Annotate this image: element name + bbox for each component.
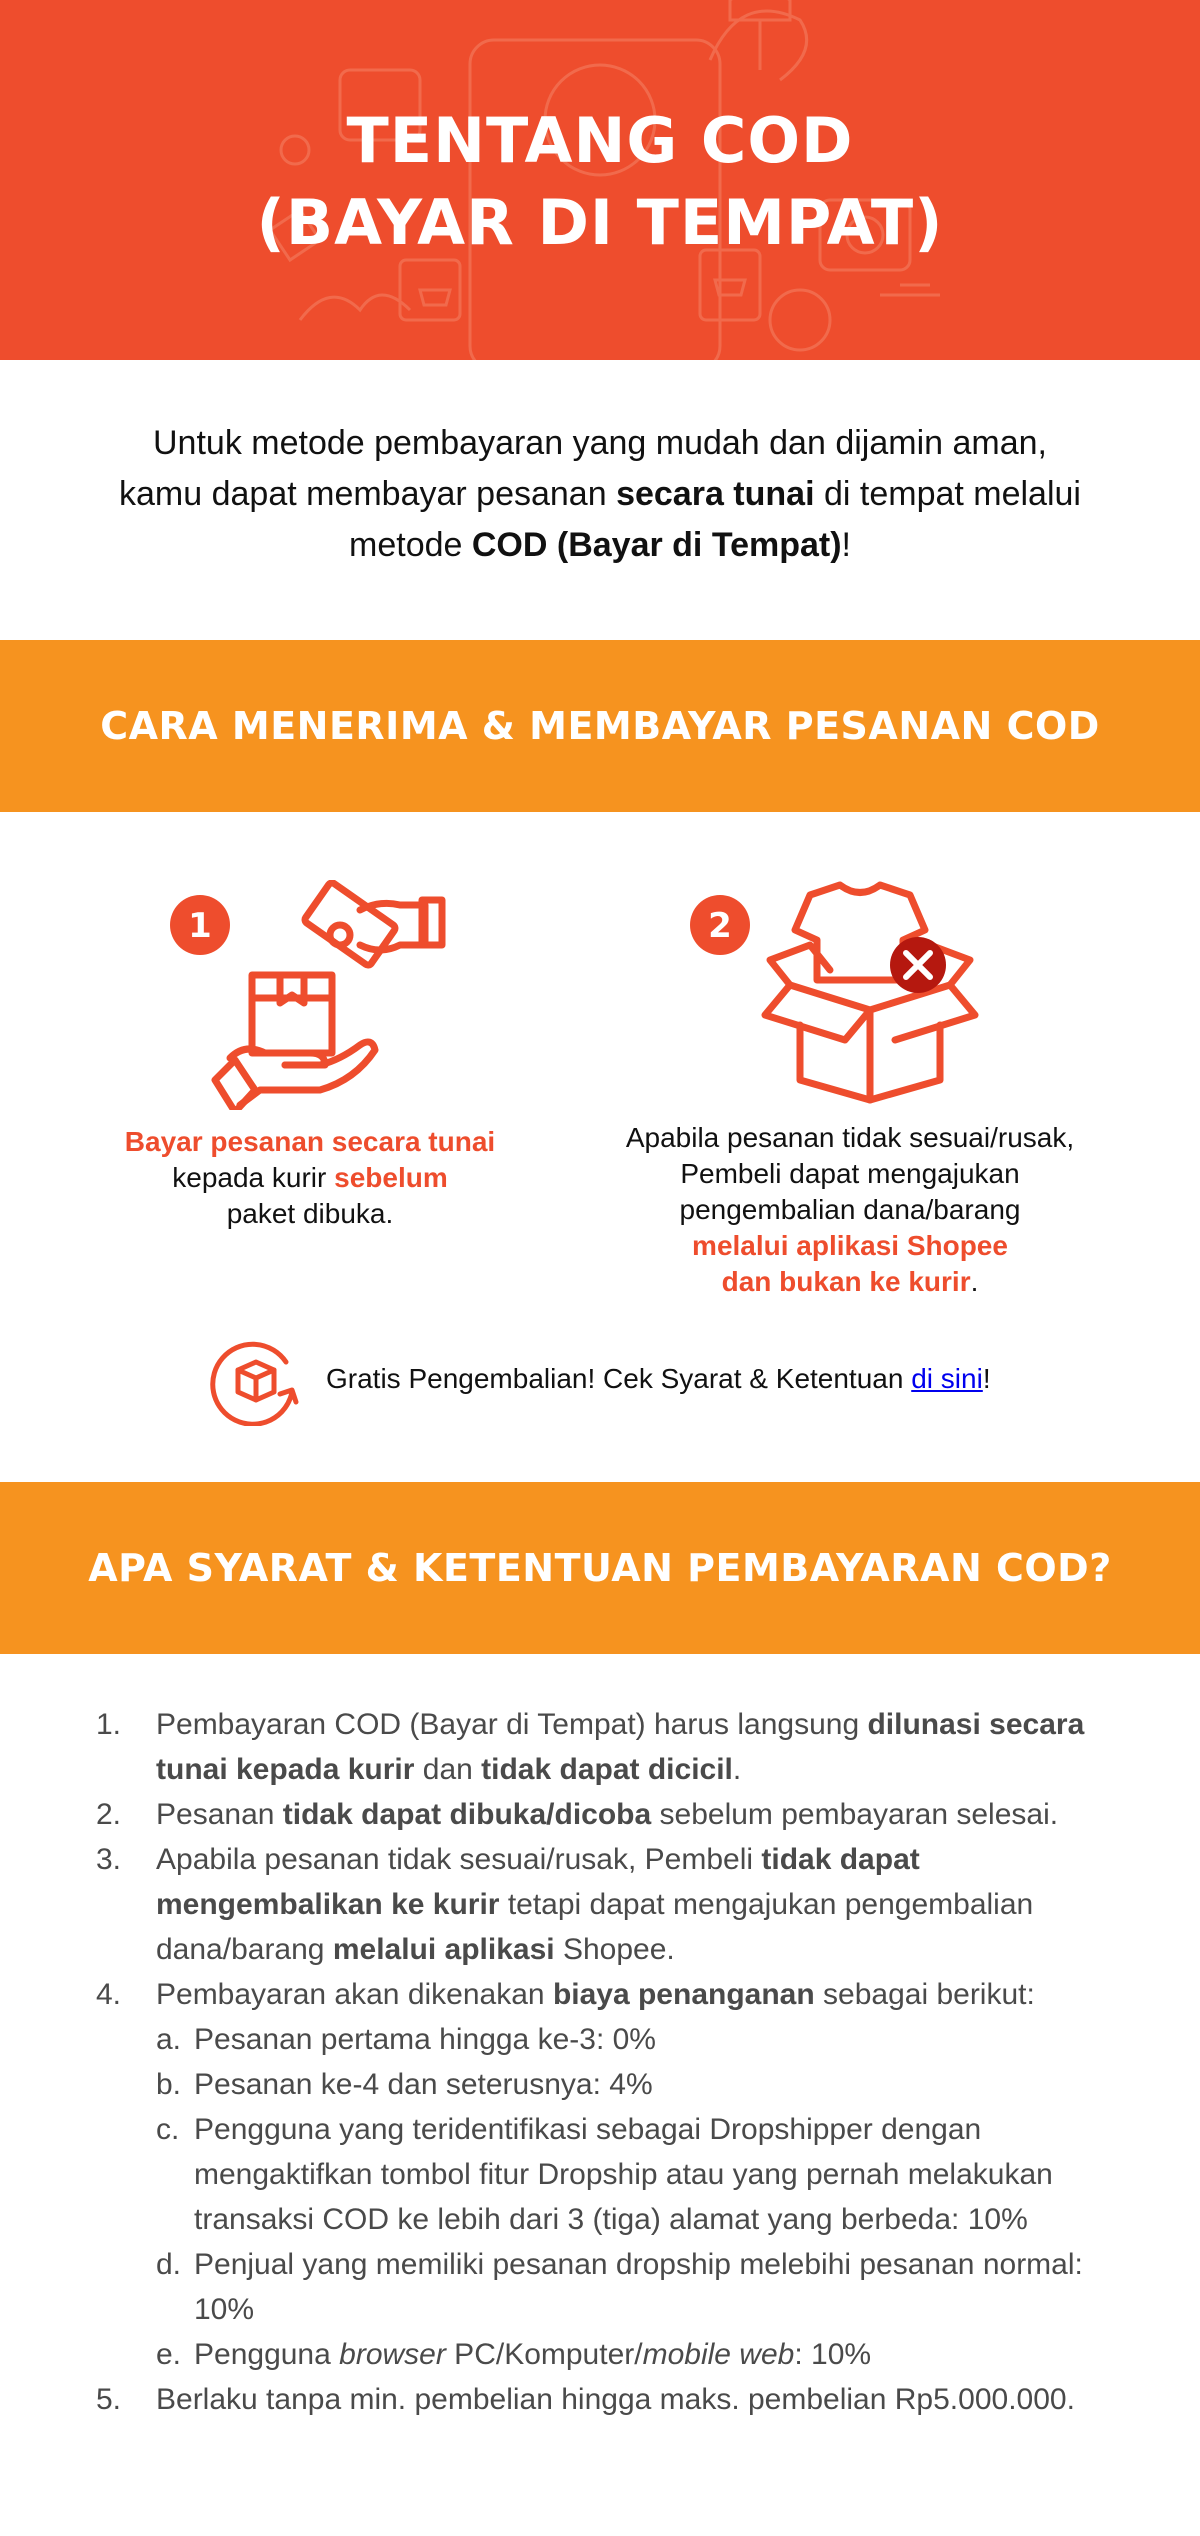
- step1-line1: Bayar pesanan secara tunai: [124, 1126, 496, 1157]
- term-text: : 10%: [794, 2338, 872, 2371]
- intro-paragraph: [80, 418, 1120, 571]
- list-number: 5.: [96, 2383, 122, 2416]
- list-item-text: [156, 1792, 1136, 1837]
- term-text: .: [732, 1753, 742, 1786]
- term-bold: biaya penanganan: [552, 1978, 815, 2011]
- terms-list: [96, 1702, 1136, 2422]
- step2-line1: Apabila pesanan tidak sesuai/rusak,: [625, 1122, 1075, 1153]
- term-bold: dilunasi secara tunai kepada kurir: [156, 1708, 1085, 1786]
- free-return-label: Gratis Pengembalian! Cek Syarat & Ketentuan: [326, 1363, 912, 1394]
- term-bold: tidak dapat mengembalikan ke kurir: [156, 1843, 920, 1921]
- list-item: [96, 1972, 1136, 2377]
- list-number: 1.: [96, 1708, 122, 1741]
- step2-number: 2: [708, 906, 732, 946]
- term-text: Pembayaran akan dikenakan: [156, 1978, 553, 2011]
- step1-description: [100, 1124, 520, 1232]
- sub-list-text: Pesanan pertama hingga ke-3: 0%: [194, 2023, 656, 2056]
- section-heading-how-to-pay: CARA MENERIMA & MEMBAYAR PESANAN COD: [0, 640, 1200, 812]
- sub-list-item: [156, 2062, 1136, 2107]
- hero-banner: [0, 0, 1200, 360]
- list-number: 2.: [96, 1798, 122, 1831]
- term-text: dan: [414, 1753, 482, 1786]
- intro-line1: Untuk metode pembayaran yang mudah dan dijamin aman,: [153, 424, 1047, 462]
- step2-line3: pengembalian dana/barang: [679, 1194, 1021, 1225]
- term-text: PC/Komputer/: [445, 2338, 643, 2371]
- step1-line2: [100, 1160, 520, 1196]
- intro-text: kamu dapat membayar pesanan: [119, 475, 617, 513]
- sub-list-letter: d.: [156, 2248, 182, 2281]
- term-text: tetapi dapat mengajukan pengembalian dana/barang: [156, 1888, 1034, 1966]
- list-number: 3.: [96, 1843, 122, 1876]
- list-item: [96, 1792, 1136, 1837]
- step1-number: 1: [188, 906, 212, 946]
- intro-text: di tempat melalui: [814, 475, 1081, 513]
- step2-description: [600, 1120, 1100, 1300]
- intro-line2: [80, 469, 1120, 520]
- sub-list-item: [156, 2332, 1136, 2377]
- list-item-text: [156, 1837, 1136, 1972]
- free-return-text: [326, 1363, 991, 1395]
- terms-link[interactable]: di sini: [911, 1363, 983, 1394]
- step2-highlight: dan bukan ke kurir: [721, 1266, 971, 1297]
- sub-list-letter: a.: [156, 2023, 182, 2056]
- step2-line4: melalui aplikasi Shopee: [692, 1230, 1008, 1261]
- list-item: [96, 2377, 1136, 2422]
- free-return-notice: [208, 1332, 991, 1426]
- intro-bold: COD (Bayar di Tempat): [471, 526, 842, 564]
- list-item: [96, 1837, 1136, 1972]
- return-box-icon: [208, 1332, 304, 1426]
- term-text: sebelum pembayaran selesai.: [651, 1798, 1059, 1831]
- term-text: Pembayaran COD (Bayar di Tempat) harus langsung: [156, 1708, 868, 1741]
- step2-line5: [600, 1264, 1100, 1300]
- list-item-text: [156, 1972, 1136, 2377]
- sub-list-item: [156, 2017, 1136, 2062]
- list-item: [96, 1702, 1136, 1792]
- step1-line3: paket dibuka.: [226, 1198, 394, 1229]
- term-bold: tidak dapat dicicil: [481, 1753, 733, 1786]
- step1-text: kepada kurir: [172, 1162, 335, 1193]
- step2-line2: Pembeli dapat mengajukan: [680, 1158, 1020, 1189]
- sub-list-letter: b.: [156, 2068, 182, 2101]
- term-bold: melalui aplikasi: [332, 1933, 555, 1966]
- term-italic: mobile web: [642, 2338, 795, 2371]
- step1-highlight: sebelum: [334, 1162, 448, 1193]
- sub-list-text: [194, 2332, 871, 2377]
- list-number: 4.: [96, 1978, 122, 2011]
- term-text: sebagai berikut:: [814, 1978, 1035, 2011]
- intro-text: !: [841, 526, 851, 564]
- term-text: Shopee.: [554, 1933, 675, 1966]
- sub-list-item: [156, 2242, 1136, 2332]
- hand-money-package-icon: [160, 880, 460, 1110]
- term-text: Pesanan: [156, 1798, 283, 1831]
- open-box-shirt-reject-icon: [680, 875, 1000, 1105]
- intro-text: metode: [349, 526, 472, 564]
- sub-list-text: Penjual yang memiliki pesanan dropship melebihi pesanan normal: 10%: [194, 2248, 1083, 2326]
- list-item-text: Berlaku tanpa min. pembelian hingga maks. pembelian Rp5.000.000.: [156, 2383, 1075, 2416]
- free-return-end: !: [982, 1363, 991, 1394]
- intro-line3: [80, 520, 1120, 571]
- step2-period: .: [970, 1266, 979, 1297]
- sub-list-item: [156, 2107, 1136, 2242]
- sub-list-text: Pesanan ke-4 dan seterusnya: 4%: [194, 2068, 653, 2101]
- intro-bold: secara tunai: [616, 475, 815, 513]
- section-heading-terms: APA SYARAT & KETENTUAN PEMBAYARAN COD?: [0, 1482, 1200, 1654]
- sub-list-letter: c.: [156, 2113, 180, 2146]
- term-italic: browser: [339, 2338, 446, 2371]
- sub-list-text: Pengguna yang teridentifikasi sebagai Dropshipper dengan mengaktifkan tombol fitur Dropship atau yang pernah melakukan transaksi COD ke lebih dari 3 (tiga) alamat yang berbeda: 10%: [194, 2113, 1053, 2236]
- page-title-line1: TENTANG COD: [346, 104, 854, 177]
- term-bold: tidak dapat dibuka/dicoba: [282, 1798, 652, 1831]
- term-text: Apabila pesanan tidak sesuai/rusak, Pembeli: [156, 1843, 762, 1876]
- sub-list-letter: e.: [156, 2338, 182, 2371]
- term-fee-intro: [156, 1972, 1136, 2017]
- list-item-text: [156, 1702, 1136, 1792]
- page-title-line2: (BAYAR DI TEMPAT): [256, 186, 944, 259]
- page-title: [0, 100, 1200, 264]
- term-text: Pengguna: [194, 2338, 340, 2371]
